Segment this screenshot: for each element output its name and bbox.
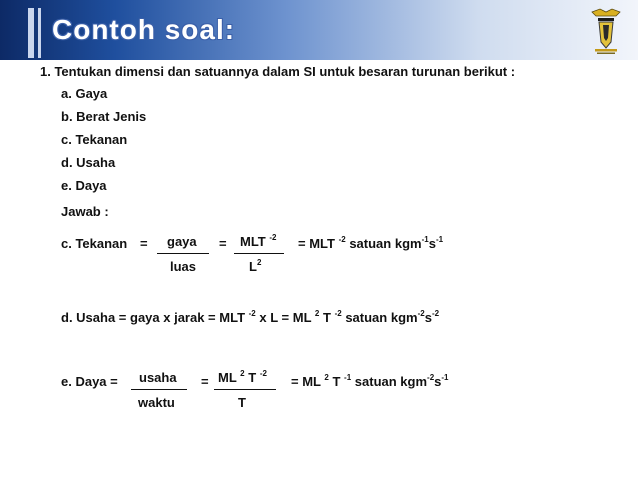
tekanan-numerator-1: gaya — [167, 234, 197, 249]
daya-denominator-1: waktu — [138, 395, 175, 410]
tekanan-denominator-1: luas — [170, 259, 197, 274]
item-usaha: d. Usaha — [61, 155, 116, 170]
banner-accent-bar — [28, 8, 34, 58]
answer-heading: Jawab : — [61, 204, 109, 219]
tekanan-numerator-2: MLT $^{-2}$ — [240, 233, 277, 249]
item-daya: e. Daya — [61, 178, 107, 193]
daya-fraction-bar-2 — [214, 389, 276, 390]
daya-fraction-bar-1 — [131, 389, 187, 390]
item-gaya: a. Gaya — [61, 86, 108, 101]
tekanan-label: c. Tekanan — [61, 236, 128, 251]
usaha-line: d. Usaha = gaya x jarak = MLT $^{-2}$ x L = ML $^2$ T $^{-2}$ satuan $kgm^{-2}s^{-2}$ — [61, 309, 440, 325]
daya-numerator-2: ML $^2$ T $^{-2}$ — [218, 369, 267, 385]
tekanan-fraction-bar-1 — [157, 253, 209, 254]
tekanan-equals-1: = — [140, 236, 148, 251]
tekanan-fraction-bar-2 — [234, 253, 284, 254]
banner-accent-bar-thin — [38, 8, 41, 58]
item-tekanan: c. Tekanan — [61, 132, 128, 147]
tekanan-equals-2: = — [219, 236, 227, 251]
daya-result: = ML $^2$ T $^{-1}$ satuan $kgm^{-2}s^{-1}$ — [291, 373, 449, 389]
tekanan-result: = MLT $^{-2}$ satuan $kgm^{-1}s^{-1}$ — [298, 235, 444, 251]
daya-numerator-1: usaha — [139, 370, 177, 385]
tekanan-denominator-2: $L^2$ — [249, 258, 262, 274]
slide-title: Contoh soal: — [52, 14, 236, 45]
item-berat-jenis: b. Berat Jenis — [61, 109, 147, 124]
daya-label: e. Daya = — [61, 374, 118, 389]
question-text: 1. Tentukan dimensi dan satuannya dalam SI untuk besaran turunan berikut : — [40, 64, 516, 79]
daya-denominator-2: T — [238, 395, 246, 410]
daya-equals-2: = — [201, 374, 209, 389]
university-emblem-icon — [586, 8, 626, 56]
